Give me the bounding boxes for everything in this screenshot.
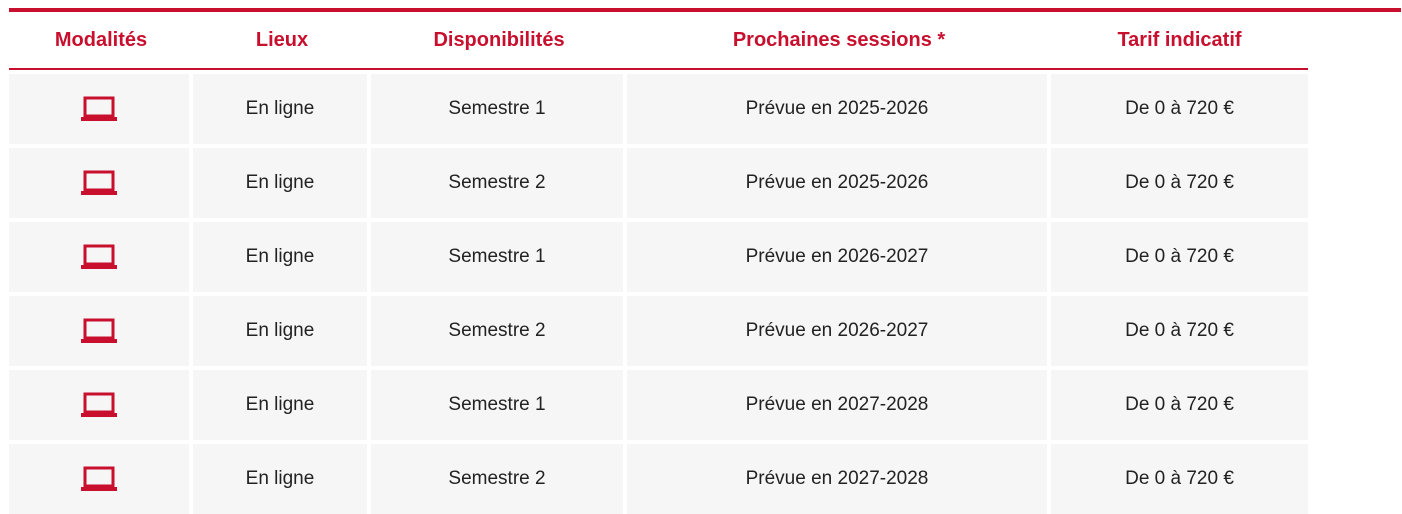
cell-tarif: De 0 à 720 € xyxy=(1051,366,1308,440)
header-tarif-indicatif: Tarif indicatif xyxy=(1051,12,1308,70)
header-prochaines-sessions: Prochaines sessions * xyxy=(627,12,1051,70)
cell-session: Prévue en 2026-2027 xyxy=(627,218,1051,292)
table-row xyxy=(9,70,1308,144)
cell-disponibilite: Semestre 2 xyxy=(371,144,627,218)
laptop-icon xyxy=(80,96,118,122)
table-row xyxy=(9,218,1308,292)
laptop-icon xyxy=(80,466,118,492)
laptop-icon xyxy=(80,170,118,196)
cell-modalite xyxy=(9,70,193,144)
cell-lieu: En ligne xyxy=(193,292,371,366)
cell-tarif: De 0 à 720 € xyxy=(1051,440,1308,514)
laptop-icon xyxy=(80,392,118,418)
table-header-row xyxy=(9,12,1308,70)
cell-session: Prévue en 2025-2026 xyxy=(627,70,1051,144)
header-lieux: Lieux xyxy=(193,12,371,70)
header-disponibilites: Disponibilités xyxy=(371,12,627,70)
laptop-icon xyxy=(80,318,118,344)
table-row xyxy=(9,144,1308,218)
cell-disponibilite: Semestre 2 xyxy=(371,440,627,514)
cell-disponibilite: Semestre 1 xyxy=(371,366,627,440)
cell-tarif: De 0 à 720 € xyxy=(1051,218,1308,292)
table-row xyxy=(9,292,1308,366)
cell-session: Prévue en 2027-2028 xyxy=(627,440,1051,514)
cell-tarif: De 0 à 720 € xyxy=(1051,292,1308,366)
cell-modalite xyxy=(9,366,193,440)
cell-lieu: En ligne xyxy=(193,366,371,440)
table-row xyxy=(9,440,1308,514)
laptop-icon xyxy=(80,244,118,270)
table-row xyxy=(9,366,1308,440)
sessions-table xyxy=(9,12,1308,514)
cell-disponibilite: Semestre 2 xyxy=(371,292,627,366)
cell-modalite xyxy=(9,218,193,292)
cell-session: Prévue en 2025-2026 xyxy=(627,144,1051,218)
cell-lieu: En ligne xyxy=(193,144,371,218)
cell-modalite xyxy=(9,144,193,218)
cell-disponibilite: Semestre 1 xyxy=(371,218,627,292)
header-modalites: Modalités xyxy=(9,12,193,70)
cell-tarif: De 0 à 720 € xyxy=(1051,70,1308,144)
cell-modalite xyxy=(9,292,193,366)
cell-lieu: En ligne xyxy=(193,440,371,514)
cell-session: Prévue en 2026-2027 xyxy=(627,292,1051,366)
cell-lieu: En ligne xyxy=(193,218,371,292)
cell-tarif: De 0 à 720 € xyxy=(1051,144,1308,218)
cell-disponibilite: Semestre 1 xyxy=(371,70,627,144)
cell-lieu: En ligne xyxy=(193,70,371,144)
cell-session: Prévue en 2027-2028 xyxy=(627,366,1051,440)
cell-modalite xyxy=(9,440,193,514)
